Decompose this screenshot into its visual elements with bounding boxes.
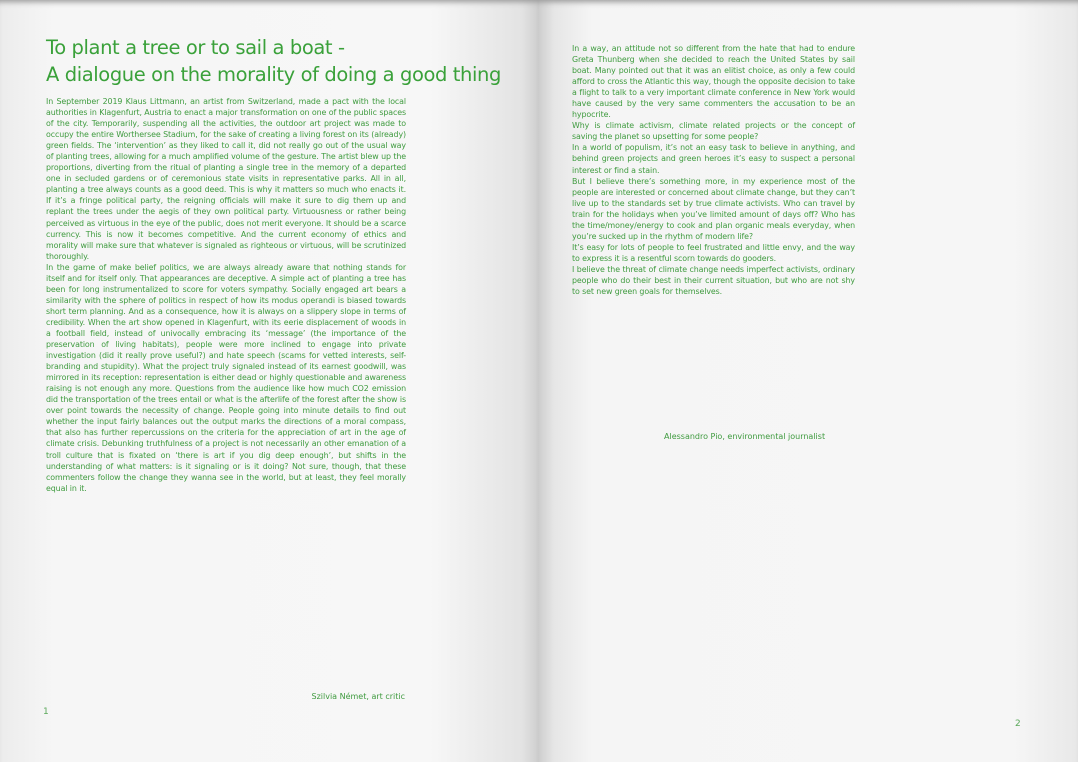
title-line-2: A dialogue on the morality of doing a good thing [46, 63, 501, 86]
page-number-2: 2 [1015, 719, 1021, 729]
left-body-text [46, 96, 406, 494]
right-page [538, 0, 1078, 762]
left-paragraph-1: In September 2019 Klaus Littmann, an artist from Switzerland, made a pact with the local authorities in Klagenfurt, Austria to enact a major transformation on one of the public spaces of the city. Temporarily, suspending all the activities, the outdoor art project was made to occupy the entire Worthersee Stadium, for the sake of creating a living forest on its (already) green fields. The ‘intervention’ as they liked to call it, did not really go out of the usual way of planting trees, allowing for a much amplified volume of the gesture. The artist blew up the proportions, diverting from the ritual of planting a single tree in the memory of a departed one in secluded gardens or of ceremonious state visits in representative parks. All in all, planting a tree always counts as a good deed. This is why it matters so much who enacts it. If it’s a fringe political party, the reigning officials will make it sure to dig them up and replant the trees under the aegis of they own political party. Virtuousness or rather being perceived as virtuous in the eye of the public, does not merit everyone. It should be a scarce currency. This is now it becomes competitive. And the current economy of ethics and morality will make sure that whatever is signaled as righteous or virtuous, will be scrutinized thoroughly. [46, 97, 406, 261]
page-number-1: 1 [43, 707, 49, 717]
right-paragraph-1: In a way, an attitude not so different from the hate that had to endure Greta Thunberg when she decided to reach the United States by sail boat. Many pointed out that it was an elitist choice, as only a few could afford to cross the Atlantic this way, though the opposite decision to take a flight to talk to a very important climate conference in New York would have caused by the very same commenters the accusation to be an hypocrite. [572, 44, 855, 120]
article-title [46, 34, 506, 88]
title-line-1: To plant a tree or to sail a boat - [46, 36, 345, 59]
right-paragraph-6: I believe the threat of climate change needs imperfect activists, ordinary people who do their best in their current situation, but who are not shy to set new green goals for themselves. [572, 264, 855, 297]
right-paragraph-4: But I believe there’s something more, in my experience most of the people are interested or concerned about climate change, but they can’t live up to the standards set by true climate activists. Who can travel by train for the holidays when you’ve limited amount of days off? Who has the time/money/energy to cook and plan organic meals everyday, when you’re sucked up in the rhythm of modern life? [572, 176, 855, 241]
left-page [0, 0, 538, 762]
right-paragraph-2: Why is climate activism, climate related projects or the concept of saving the planet so upsetting for some people? [572, 121, 855, 142]
right-paragraph-3: In a world of populism, it’s not an easy task to believe in anything, and behind green projects and green heroes it’s easy to suspect a personal interest or find a stain. [572, 143, 855, 175]
left-signature: Szilvia Német, art critic [311, 692, 405, 701]
right-paragraph-5: It’s easy for lots of people to feel frustrated and little envy, and the way to express it is a resentful scorn towards do gooders. [572, 242, 855, 263]
right-body-text [572, 43, 855, 297]
right-signature: Alessandro Pio, environmental journalist [664, 432, 826, 441]
left-paragraph-2: In the game of make belief politics, we are always already aware that nothing stands for itself and for itself only. That appearances are deceptive. A simple act of planting a tree has been for long instrumentalized to score for voters sympathy. Socially engaged art bears a similarity with the sphere of politics in respect of how its modus operandi is biased towards short term planning. And as a consequence, how it is always on a slippery slope in terms of credibility. When the art show opened in Klagenfurt, with its eerie displacement of woods in a football field, instead of univocally embracing its ‘message’ (the importance of the preservation of living habitats), people were more inclined to engage into private investigation (did it really prove useful?) and hate speech (scams for vetted interests, self-branding and stupidity). What the project truly signaled instead of its earnest goodwill, was mirrored in its reception: representation is either dead or highly questionable and awareness raising is not enough any more. Questions from the audience like how much CO2 emission did the transportation of the trees entail or what is the afterlife of the forest after the show is over point towards the necessity of change. People going into minute details to find out whether the input fairly balances out the output marks the directions of a moral compass, that also has further repercussions on the criteria for the appreciation of art in the age of climate crisis. Debunking truthfulness of a project is not necessarily an other emanation of a troll culture that is fixated on ‘there is art if you dig deep enough’, but shifts in the understanding of what matters: is it signaling or is it doing? Not sure, though, that these commenters follow the change they wanna see in the world, but at least, they feel morally equal in it. [46, 262, 406, 493]
